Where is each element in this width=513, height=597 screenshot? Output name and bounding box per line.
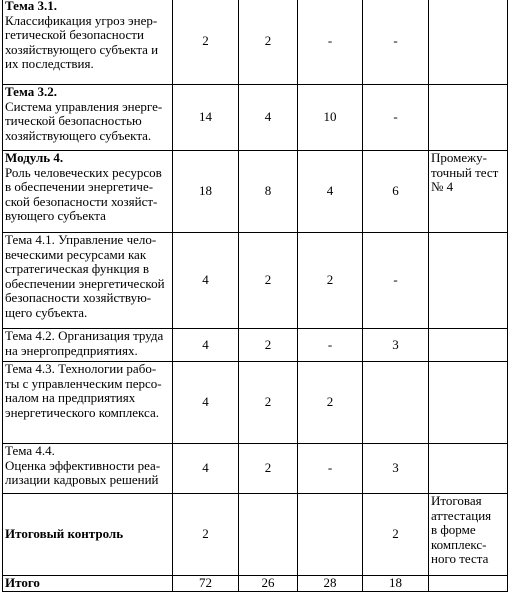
lecture-hours-cell: 2 <box>239 0 298 85</box>
row-text-line: ты с управленческим персо- <box>5 375 162 391</box>
control-form-line: точный тест <box>431 164 499 180</box>
control-form-line: ного теста <box>431 551 489 567</box>
self-study-hours-cell: 6 <box>363 151 429 233</box>
row-text-line: гетической безопасности <box>5 27 144 43</box>
row-text-line: хозяйствующего субъекта и <box>5 41 159 57</box>
self-study-hours-cell: 18 <box>363 576 429 592</box>
total-hours-cell: 2 <box>173 494 239 576</box>
row-title-cell <box>3 233 173 329</box>
lecture-hours-cell: 2 <box>239 444 298 494</box>
practice-hours-cell: - <box>298 329 363 362</box>
row-text-line: Оценка эффективности реа- <box>5 457 161 473</box>
self-study-hours-cell: 3 <box>363 444 429 494</box>
control-form-cell <box>429 329 508 362</box>
total-hours-cell: 2 <box>173 0 239 85</box>
row-text-line: Тема 4.1. Управление чело- <box>5 232 157 247</box>
row-text-line: Тема 4.4. <box>5 443 55 458</box>
practice-hours-cell <box>298 494 363 576</box>
control-form-cell <box>429 0 508 85</box>
self-study-hours-cell: 3 <box>363 329 429 362</box>
control-form-line: № 4 <box>431 179 454 195</box>
total-hours-cell: 4 <box>173 362 239 444</box>
lecture-hours-cell: 2 <box>239 329 298 362</box>
lecture-hours-cell: 26 <box>239 576 298 592</box>
control-form-cell <box>429 151 508 233</box>
row-text-line: щего субъекта. <box>5 304 88 320</box>
practice-hours-cell: 4 <box>298 151 363 233</box>
row-text-line: Тема 4.3. Технологии рабо- <box>5 361 157 376</box>
row-text-line: безопасности хозяйствую- <box>5 290 152 306</box>
row-text-line: Роль человеческих ресурсов <box>5 164 162 180</box>
control-form-line: Итоговая <box>431 493 482 508</box>
table-row <box>3 329 508 362</box>
self-study-hours-cell: - <box>363 85 429 151</box>
row-text-line: тической безопасностью <box>5 113 142 129</box>
row-text-line: лизации кадровых решений <box>5 472 159 488</box>
lecture-hours-cell: 2 <box>239 362 298 444</box>
total-hours-cell: 4 <box>173 444 239 494</box>
row-title-cell <box>3 444 173 494</box>
self-study-hours-cell <box>363 362 429 444</box>
control-form-cell <box>429 85 508 151</box>
control-form-cell <box>429 362 508 444</box>
table-row <box>3 494 508 576</box>
self-study-hours-cell: - <box>363 0 429 85</box>
self-study-hours-cell: - <box>363 233 429 329</box>
row-title-cell <box>3 0 173 85</box>
total-label: Итого <box>3 576 173 592</box>
row-text-line: веческими ресурсами как <box>5 246 147 262</box>
final-control-label: Итоговый контроль <box>3 494 173 576</box>
row-text-line: энергетического комплекса. <box>5 404 159 420</box>
row-text-line: вующего субъекта <box>5 208 106 224</box>
row-title-cell <box>3 329 173 362</box>
curriculum-table <box>2 0 508 592</box>
row-text-line: хозяйствующего субъекта. <box>5 127 152 143</box>
total-hours-cell: 14 <box>173 85 239 151</box>
row-text-line: в обеспечении энергетиче- <box>5 179 154 195</box>
practice-hours-cell: - <box>298 0 363 85</box>
row-title-cell <box>3 85 173 151</box>
row-heading: Тема 3.2. <box>5 84 57 99</box>
total-hours-cell: 72 <box>173 576 239 592</box>
practice-hours-cell: - <box>298 444 363 494</box>
row-title-cell <box>3 362 173 444</box>
control-form-line: Промежу- <box>431 150 487 165</box>
row-text-line: на энергопредприятиях. <box>5 342 138 358</box>
control-form-cell <box>429 444 508 494</box>
control-form-line: комплекс- <box>431 536 487 552</box>
table-row <box>3 0 508 85</box>
lecture-hours-cell <box>239 494 298 576</box>
row-text-line: ской безопасности хозяйст- <box>5 193 158 209</box>
practice-hours-cell: 28 <box>298 576 363 592</box>
practice-hours-cell: 10 <box>298 85 363 151</box>
row-text-line: Тема 4.2. Организация труда <box>5 328 164 343</box>
row-title-cell <box>3 151 173 233</box>
total-hours-cell: 4 <box>173 233 239 329</box>
self-study-hours-cell: 2 <box>363 494 429 576</box>
lecture-hours-cell: 2 <box>239 233 298 329</box>
table-row <box>3 362 508 444</box>
total-hours-cell: 4 <box>173 329 239 362</box>
control-form-cell <box>429 576 508 592</box>
total-hours-cell: 18 <box>173 151 239 233</box>
row-text-line: Система управления энерге- <box>5 98 163 114</box>
control-form-cell <box>429 494 508 576</box>
table-row <box>3 151 508 233</box>
table-row <box>3 576 508 592</box>
row-text-line: налом на предприятиях <box>5 390 136 406</box>
table-row <box>3 85 508 151</box>
control-form-line: в форме <box>431 522 476 538</box>
table-row <box>3 233 508 329</box>
row-heading: Модуль 4. <box>5 150 64 165</box>
row-text-line: их последствия. <box>5 56 94 72</box>
table-row <box>3 444 508 494</box>
row-heading: Тема 3.1. <box>5 0 57 13</box>
lecture-hours-cell: 4 <box>239 85 298 151</box>
row-text-line: обеспечении энергетической <box>5 275 165 291</box>
lecture-hours-cell: 8 <box>239 151 298 233</box>
row-text-line: Классификация угроз энер- <box>5 12 158 28</box>
control-form-cell <box>429 233 508 329</box>
row-text-line: стратегическая функция в <box>5 261 149 277</box>
control-form-line: аттестация <box>431 507 492 523</box>
practice-hours-cell: 2 <box>298 233 363 329</box>
practice-hours-cell: 2 <box>298 362 363 444</box>
